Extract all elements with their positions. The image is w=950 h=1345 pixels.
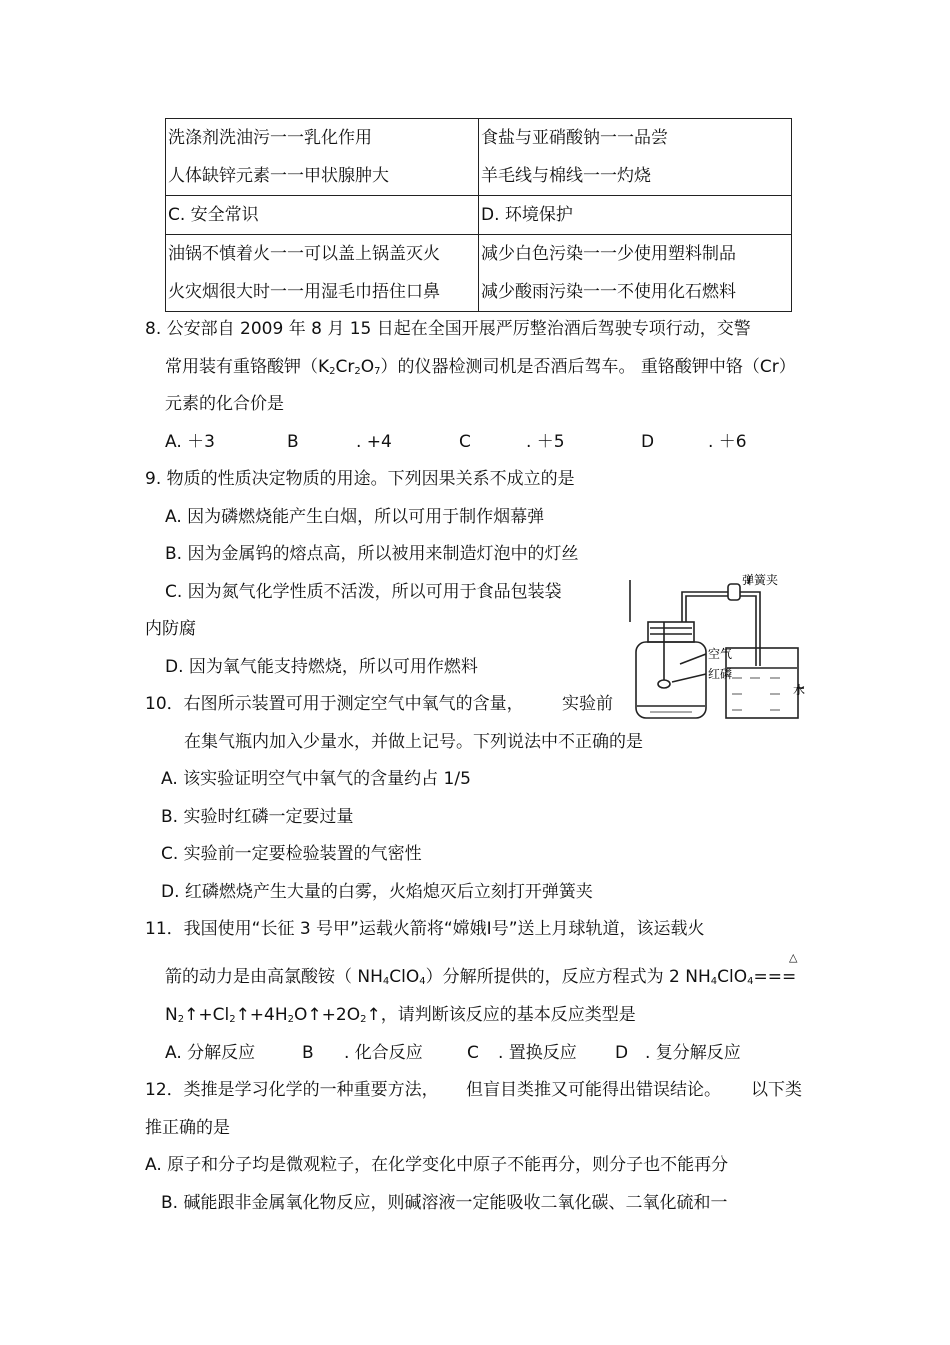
q8-option-c-value: . ＋5 — [526, 432, 565, 452]
cell-heading: C. 安全常识 — [168, 205, 259, 225]
table-cell — [479, 196, 792, 235]
q9-option-a: A. 因为磷燃烧能产生白烟，所以可用于制作烟幕弹 — [165, 507, 545, 527]
cell-line: 羊毛线与棉线一一灼烧 — [481, 166, 651, 186]
subscript: 4 — [710, 976, 718, 987]
subscript: 2 — [354, 366, 361, 377]
q8-option-b-value: . +4 — [356, 432, 392, 452]
subscript: 2 — [177, 1014, 185, 1025]
table-cell — [166, 119, 479, 196]
q10-line1: 10．右图所示装置可用于测定空气中氧气的含量， — [145, 694, 524, 714]
q12-line1-end: 以下类 — [751, 1080, 802, 1100]
text-run: O — [360, 357, 375, 377]
cell-line: 人体缺锌元素一一甲状腺肿大 — [168, 166, 389, 186]
q9-option-b: B. 因为金属钨的熔点高，所以被用来制造灯泡中的灯丝 — [165, 544, 579, 564]
text-run: 常用装有重铬酸钾（K — [165, 357, 330, 377]
q8-line3: 元素的化合价是 — [165, 394, 284, 414]
subscript: 2 — [329, 366, 336, 377]
text-run: ↑+4H — [235, 1005, 288, 1025]
cell-line: 火灾烟很大时一一用湿毛巾捂住口鼻 — [168, 282, 440, 302]
subscript: 2 — [360, 1014, 367, 1025]
q12-option-a: A. 原子和分子均是微观粒子，在化学变化中原子不能再分，则分子也不能再分 — [145, 1155, 729, 1175]
q11-line2 — [165, 966, 796, 993]
text-run: ↑+Cl — [184, 1005, 230, 1025]
q8-option-c-letter: C — [459, 432, 471, 452]
text-run: ClO — [389, 967, 420, 987]
label-red-phosphorus: 红磷 — [708, 667, 733, 681]
cell-line: 洗涤剂洗油污一一乳化作用 — [168, 128, 372, 148]
q8-option-b-letter: B — [287, 432, 299, 452]
q10-option-d: D. 红磷燃烧产生大量的白雾，火焰熄灭后立刻打开弹簧夹 — [161, 882, 593, 902]
q12-line1-mid: 但盲目类推又可能得出错误结论。 — [466, 1080, 721, 1100]
spoon — [658, 680, 670, 688]
q11-option-d-letter: D — [615, 1043, 629, 1063]
q11-option-c-value: . 置换反应 — [498, 1043, 577, 1063]
table-cell — [166, 235, 479, 312]
label-spring-clip: 弹簧夹 — [742, 573, 779, 587]
label-water: 水 — [793, 683, 806, 697]
table-cell — [479, 235, 792, 312]
q11-option-d-value: . 复分解反应 — [645, 1043, 741, 1063]
q8-line1: 8. 公安部自 2009 年 8 月 15 日起在全国开展严厉整治酒后驾驶专项行动，交警 — [145, 319, 751, 339]
subscript: 4 — [747, 976, 754, 987]
bottle-stopper — [648, 622, 694, 642]
q12-option-b: B. 碱能跟非金属氧化物反应，则碱溶液一定能吸收二氧化碳、二氧化硫和一 — [161, 1193, 728, 1213]
pointer — [672, 674, 706, 682]
text-run: O↑+2O — [294, 1005, 361, 1025]
text-run: ↑，请判断该反应的基本反应类型是 — [366, 1005, 636, 1025]
q11-option-a: A. 分解反应 — [165, 1043, 256, 1063]
text-run: === — [753, 967, 797, 987]
q8-option-a: A. ＋3 — [165, 432, 215, 452]
q11-option-b-letter: B — [302, 1043, 314, 1063]
cell-line: 减少酸雨污染一一不使用化石燃料 — [481, 282, 736, 302]
q8-option-d-value: . ＋6 — [708, 432, 747, 452]
q10-option-a: A. 该实验证明空气中氧气的含量约占 1/5 — [161, 769, 471, 789]
q9-stem: 9. 物质的性质决定物质的用途。下列因果关系不成立的是 — [145, 469, 575, 489]
text-run: 箭的动力是由高氯酸铵（ NH — [165, 967, 383, 987]
subscript: 4 — [419, 976, 426, 987]
q11-line1: 11．我国使用“长征 3 号甲”运载火箭将“嫦娥Ⅰ号”送上月球轨道，该运载火 — [145, 919, 705, 939]
q12-line2: 推正确的是 — [145, 1118, 230, 1138]
q10-option-b: B. 实验时红磷一定要过量 — [161, 807, 354, 827]
table-row — [166, 196, 792, 235]
text-run: ）的仪器检测司机是否酒后驾车。 重铬酸钾中铬（Cr） — [380, 357, 796, 377]
apparatus-figure — [610, 570, 810, 720]
beaker — [726, 648, 798, 718]
q9-option-c: C. 因为氮气化学性质不活泼，所以可用于食品包装袋 — [165, 582, 562, 602]
subscript: 2 — [287, 1014, 295, 1025]
heat-symbol: △ — [789, 951, 798, 964]
cell-line: 减少白色污染一一少使用塑料制品 — [481, 244, 736, 264]
q12-line1: 12．类推是学习化学的一种重要方法， — [145, 1080, 439, 1100]
text-run: ）分解所提供的，反应方程式为 2 NH — [425, 967, 711, 987]
q10-option-c: C. 实验前一定要检验装置的气密性 — [161, 844, 422, 864]
table-row — [166, 119, 792, 196]
label-air: 空气 — [708, 647, 733, 661]
text-run: ClO — [717, 967, 748, 987]
q9-option-c-cont: 内防腐 — [145, 619, 196, 639]
pointer — [680, 654, 706, 664]
q11-option-b-value: . 化合反应 — [344, 1043, 423, 1063]
subscript: 4 — [382, 976, 390, 987]
q8-option-d-letter: D — [641, 432, 655, 452]
text-run: Cr — [335, 357, 355, 377]
table-cell — [479, 119, 792, 196]
q10-line1-end: 实验前 — [562, 694, 613, 714]
q10-line2: 在集气瓶内加入少量水，并做上记号。下列说法中不正确的是 — [184, 732, 643, 752]
table-cell — [166, 196, 479, 235]
q11-line3 — [165, 1004, 636, 1031]
cell-heading: D. 环境保护 — [481, 205, 573, 225]
subscript: 7 — [374, 366, 381, 377]
subscript: 2 — [229, 1014, 236, 1025]
q9-option-d: D. 因为氧气能支持燃烧，所以可用作燃料 — [165, 657, 478, 677]
text-run: N — [165, 1005, 178, 1025]
q8-line2 — [165, 356, 796, 383]
q11-option-c-letter: C — [467, 1043, 479, 1063]
knowledge-table — [165, 118, 792, 312]
spring-clip — [728, 584, 740, 600]
cell-line: 油锅不慎着火一一可以盖上锅盖灭火 — [168, 244, 440, 264]
cell-line: 食盐与亚硝酸钠一一品尝 — [481, 128, 668, 148]
table-row — [166, 235, 792, 312]
